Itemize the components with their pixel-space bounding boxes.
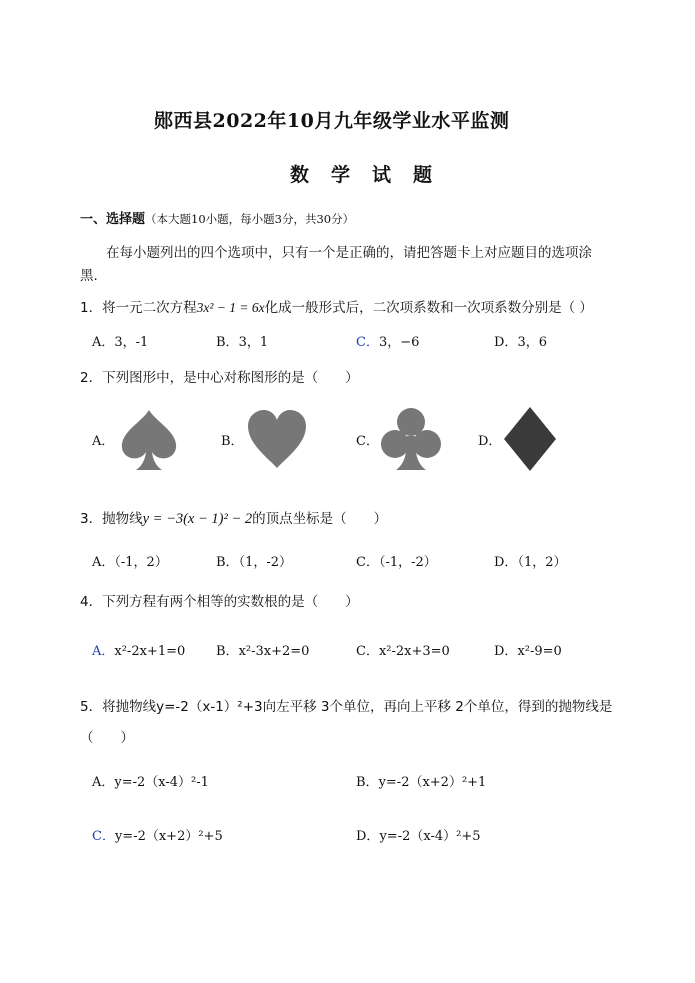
- q1-suffix: 化成一般形式后，二次项系数和一次项系数分别是（ ）: [264, 300, 593, 316]
- q4-option-a[interactable]: [92, 640, 185, 659]
- q1-option-c[interactable]: [356, 331, 419, 350]
- q3-option-d-text: （1，2）: [517, 555, 567, 570]
- spade-icon[interactable]: [118, 408, 180, 472]
- q3-option-d-label: D．: [494, 555, 518, 570]
- q4-option-c-label: C．: [356, 644, 379, 659]
- question-5-stem-line-1: 5．将抛物线y=-2（x-1）²+3向左平移 3个单位，再向上平移 2个单位，得到的抛物线是: [80, 699, 613, 715]
- q3-option-b-label: B．: [216, 555, 239, 570]
- club-icon[interactable]: [380, 406, 442, 472]
- diamond-icon[interactable]: [503, 406, 557, 472]
- q3-prefix: 3．抛物线: [80, 511, 143, 527]
- q4-option-b[interactable]: [216, 640, 309, 659]
- q5-option-c[interactable]: [92, 825, 223, 844]
- q5-option-b-text: y=-2（x+2）²+1: [378, 775, 487, 790]
- page-title: 郧西县2022年10月九年级学业水平监测: [154, 110, 510, 132]
- q4-option-d-text: x²-9=0: [517, 644, 562, 659]
- question-5-stem-line-2: （ ）: [80, 730, 134, 746]
- page-subtitle: 数学试题: [290, 164, 455, 186]
- q3-option-a-label: A．: [92, 555, 115, 570]
- q4-option-c[interactable]: [356, 640, 450, 659]
- question-2-stem: 2．下列图形中，是中心对称图形的是（ ）: [80, 370, 359, 386]
- q1-option-b-label: B．: [216, 335, 239, 350]
- q3-suffix: 的顶点坐标是（ ）: [252, 511, 388, 527]
- q3-option-c-label: C．: [356, 555, 379, 570]
- q5-option-a[interactable]: [92, 771, 209, 790]
- heart-icon[interactable]: [246, 408, 308, 470]
- q3-option-c-text: （-1，-2）: [378, 555, 437, 570]
- q5-option-d-text: y=-2（x-4）²+5: [379, 829, 481, 844]
- q4-option-a-label: A．: [92, 644, 115, 659]
- q3-option-a-text: （-1，2）: [114, 555, 168, 570]
- q1-option-d-label: D．: [494, 335, 518, 350]
- q2-option-c-label: C．: [356, 434, 379, 449]
- q1-option-d[interactable]: [494, 331, 547, 350]
- q5-option-a-label: A．: [92, 775, 115, 790]
- q1-option-b-text: 3，1: [238, 335, 269, 350]
- q1-option-c-text: 3，−6: [378, 335, 420, 350]
- q4-option-b-label: B．: [216, 644, 239, 659]
- q2-option-b-label: B．: [221, 434, 244, 449]
- q3-option-c[interactable]: [356, 551, 437, 570]
- q5-option-b-label: B．: [356, 775, 379, 790]
- q3-option-a[interactable]: [92, 551, 168, 570]
- instruction-line-2: 黑.: [80, 268, 98, 284]
- q5-option-b[interactable]: [356, 771, 486, 790]
- q5-option-c-text: y=-2（x+2）²+5: [114, 829, 223, 844]
- q4-option-d-label: D．: [494, 644, 518, 659]
- q3-option-b-text: （1，-2）: [238, 555, 292, 570]
- q5-option-c-label: C．: [92, 829, 115, 844]
- q3-equation: y = −3(x − 1)² − 2: [142, 511, 253, 527]
- q1-equation: 3x² − 1 = 6x: [196, 300, 265, 315]
- question-1-stem: [80, 296, 593, 316]
- q1-option-c-label: C．: [356, 335, 379, 350]
- q5-option-a-text: y=-2（x-4）²-1: [114, 775, 209, 790]
- question-3-stem: [80, 507, 387, 528]
- section-note: （本大题10小题，每小题3分，共30分）: [145, 212, 355, 226]
- q5-option-d-label: D．: [356, 829, 380, 844]
- q5-option-d[interactable]: [356, 825, 480, 844]
- section-heading: [80, 208, 354, 227]
- q2-option-a-label: A．: [92, 434, 115, 449]
- q1-option-a-text: 3，-1: [114, 335, 149, 350]
- q3-option-b[interactable]: [216, 551, 292, 570]
- section-title: 一、选择题: [80, 212, 146, 227]
- q1-prefix: 1．将一元二次方程: [80, 300, 197, 316]
- question-4-stem: 4．下列方程有两个相等的实数根的是（ ）: [80, 594, 359, 610]
- q3-option-d[interactable]: [494, 551, 566, 570]
- q1-option-a-label: A．: [92, 335, 115, 350]
- instruction-line-1: 在每小题列出的四个选项中，只有一个是正确的，请把答题卡上对应题目的选项涂: [106, 245, 592, 261]
- q1-option-a[interactable]: [92, 331, 148, 350]
- q1-option-d-text: 3，6: [517, 335, 547, 350]
- q4-option-d[interactable]: [494, 640, 562, 659]
- q4-option-c-text: x²-2x+3=0: [378, 644, 450, 659]
- q4-option-b-text: x²-3x+2=0: [238, 644, 310, 659]
- q1-option-b[interactable]: [216, 331, 268, 350]
- q2-option-d-label: D．: [478, 434, 502, 449]
- q4-option-a-text: x²-2x+1=0: [114, 644, 186, 659]
